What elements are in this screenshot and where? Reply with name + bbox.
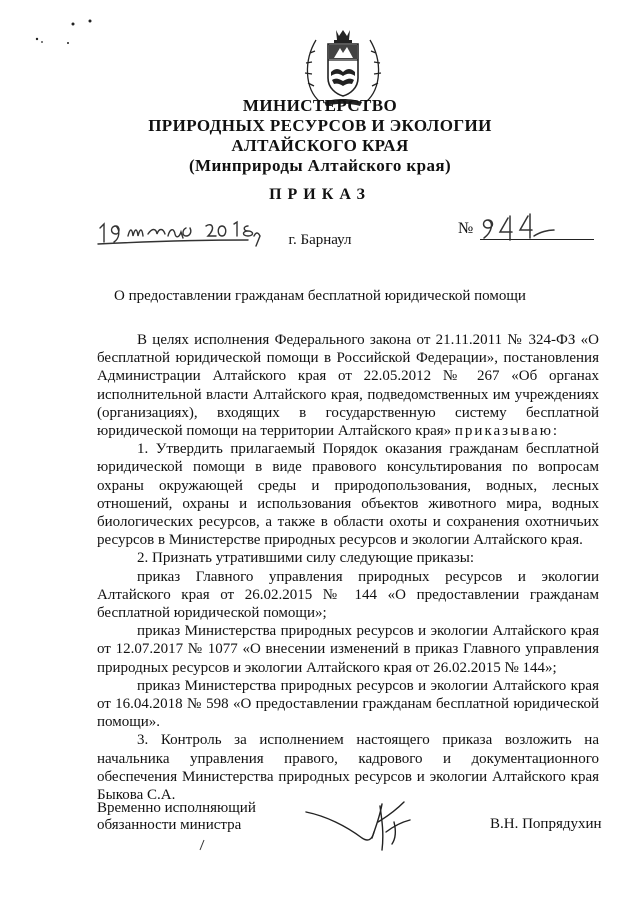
order-body [97,331,599,804]
item-2: 2. Признать утратившими силу следующие приказы: [137,550,475,567]
order-directive: приказываю: [454,423,560,440]
issue-city: г. Барнаул [288,232,352,248]
item-3: 3. Контроль за исполнением настоящего приказа возложить на начальника управления правого, кадрового и документационного обеспечения Министерства природных ресурсов и экологии Алтайского края Быкова С.А. [97,732,599,804]
signatory-position-line-2: обязанности министра [97,817,242,833]
preamble-text: В целях исполнения Федерального закона от 21.11.2011 № 324-ФЗ «О бесплатной юридической помощи в Российской Федерации», постановления Администрации Алтайского края от 22.05.2012 № 267 «Об органах исполнительной власти Алтайского края, подведомственных им учреждениях (организациях), входящих в государственную систему бесплатной юридической помощи на территории Алтайского края» [97,332,599,440]
signatory-position [97,800,256,834]
item-1: 1. Утвердить прилагаемый Порядок оказания гражданам бесплатной юридической помощи в виде правового консультирования по вопросам охраны окружающей среды и природопользования, водных, лесных отношений, охраны и использования объектов животного мира, водных биологических ресурсов, а также в области охоты и сохранения охотничьих ресурсов в Министерстве природных ресурсов и экологии Алтайского края. [97,441,599,549]
ministry-header [0,96,640,176]
preamble-paragraph [97,331,599,440]
scan-specks [28,8,98,48]
header-line-2: ПРИРОДНЫХ РЕСУРСОВ И ЭКОЛОГИИ [148,116,492,135]
document-type-title: ПРИКАЗ [269,186,371,203]
handwritten-signature [300,792,460,858]
item-2-subitem-a: приказ Главного управления природных ресурсов и экологии Алтайского края от 26.02.2015 № 144 «О предоставлении гражданам бесплатной юридической помощи»; [97,568,599,622]
signatory-position-line-1: Временно исполняющий [97,800,256,816]
header-line-1: МИНИСТЕРСТВО [242,96,398,115]
item-2-subitem-b: приказ Министерства природных ресурсов и экологии Алтайского края от 12.07.2017 № 1077 «О внесении изменений в приказ Главного управления природных ресурсов и экологии Алтайского края от 26.02.2015 № 144»; [97,623,599,676]
item-2-subitem-c: приказ Министерства природных ресурсов и экологии Алтайского края от 16.04.2018 № 598 «О предоставлении гражданам бесплатной юридической помощи». [97,677,599,731]
scan-mark [196,838,208,852]
header-line-4: (Минприроды Алтайского края) [188,156,452,175]
order-subject: О предоставлении гражданам бесплатной юридической помощи [114,288,526,304]
signatory-name: В.Н. Попрядухин [490,816,602,832]
header-line-3: АЛТАЙСКОГО КРАЯ [231,136,409,155]
order-number-label: № [458,220,474,237]
